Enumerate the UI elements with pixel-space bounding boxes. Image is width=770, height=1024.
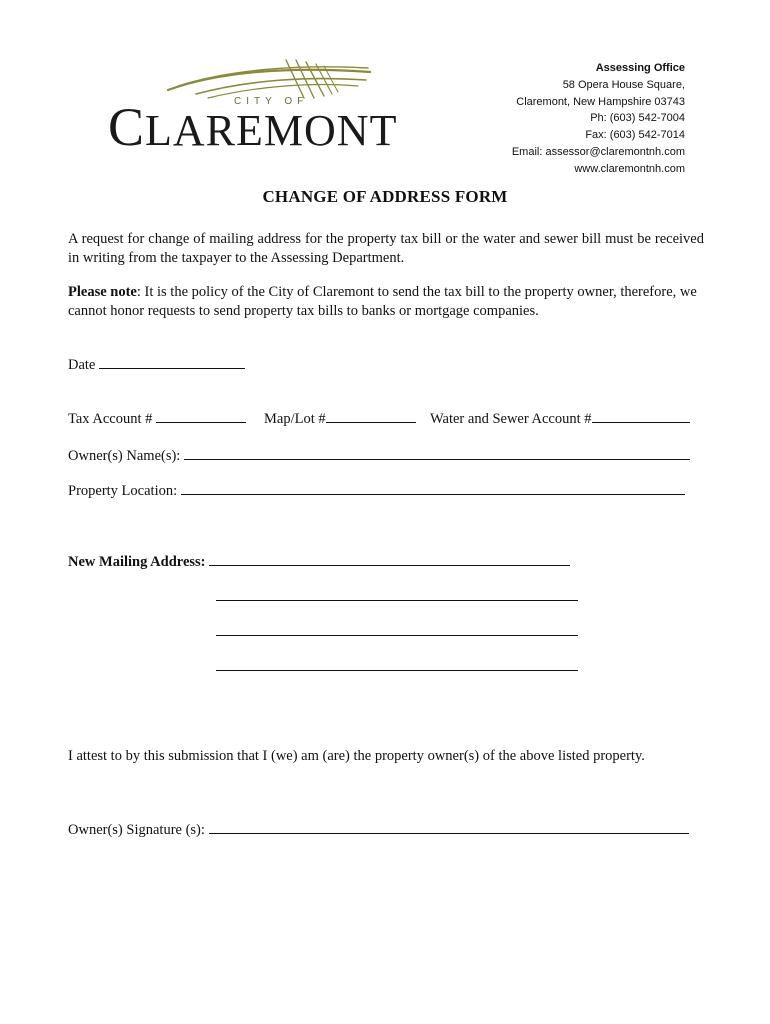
office-email: Email: assessor@claremontnh.com (511, 145, 685, 158)
logo-wordmark (108, 97, 398, 157)
logo-initial: C (108, 97, 146, 157)
new-mailing-address-field (68, 551, 570, 571)
owner-names-input-line[interactable] (184, 445, 690, 460)
office-street: 58 Opera House Square, (562, 78, 685, 91)
office-contact-block (512, 60, 685, 178)
mailing-address-line-3[interactable] (216, 635, 578, 636)
water-sewer-field (430, 408, 690, 428)
office-phone: Ph: (603) 542-7004 (590, 112, 685, 125)
logo-word-rest: LAREMONT (145, 106, 398, 155)
tax-account-input-line[interactable] (156, 408, 246, 423)
office-website: www.claremontnh.com (574, 162, 685, 175)
water-sewer-input-line[interactable] (592, 408, 690, 423)
mailing-address-line-1[interactable] (209, 551, 570, 566)
attestation-statement: I attest to by this submission that I (we) am (are) the property owner(s) of the above listed property. (68, 748, 645, 764)
signature-label: Owner(s) Signature (s): (68, 822, 205, 838)
property-location-label: Property Location: (68, 483, 178, 499)
map-lot-input-line[interactable] (326, 408, 416, 423)
policy-note-paragraph (68, 283, 704, 321)
tax-account-label: Tax Account # (68, 411, 153, 427)
tax-account-field (68, 408, 246, 428)
signature-field (68, 819, 689, 839)
mailing-address-line-2[interactable] (216, 600, 578, 601)
note-text: : It is the policy of the City of Claremont to send the tax bill to the property owner, therefore, we cannot honor requests to send property tax bills to banks or mortgage companies. (68, 284, 697, 319)
office-heading: Assessing Office (595, 62, 685, 74)
map-lot-label: Map/Lot # (264, 411, 326, 427)
property-location-field (68, 480, 685, 500)
mailing-address-line-4[interactable] (216, 670, 578, 671)
date-input-line[interactable] (99, 354, 245, 369)
owner-names-label: Owner(s) Name(s): (68, 448, 181, 464)
signature-input-line[interactable] (209, 819, 689, 834)
office-fax: Fax: (603) 542-7014 (585, 129, 685, 142)
water-sewer-label: Water and Sewer Account # (430, 411, 592, 427)
date-field (68, 354, 245, 374)
map-lot-field (264, 408, 416, 428)
claremont-logo (108, 58, 398, 157)
owner-names-field (68, 445, 690, 465)
date-label: Date (68, 357, 96, 373)
form-title: CHANGE OF ADDRESS FORM (262, 187, 508, 206)
office-city-state: Claremont, New Hampshire 03743 (516, 95, 685, 108)
note-label: Please note (68, 284, 137, 300)
logo-city-of: CITY OF (234, 96, 309, 107)
property-location-input-line[interactable] (181, 480, 685, 495)
new-mailing-address-label: New Mailing Address: (68, 554, 206, 570)
intro-paragraph: A request for change of mailing address for the property tax bill or the water and sewer bill must be received in writing from the taxpayer to the Assessing Department. (68, 231, 704, 266)
